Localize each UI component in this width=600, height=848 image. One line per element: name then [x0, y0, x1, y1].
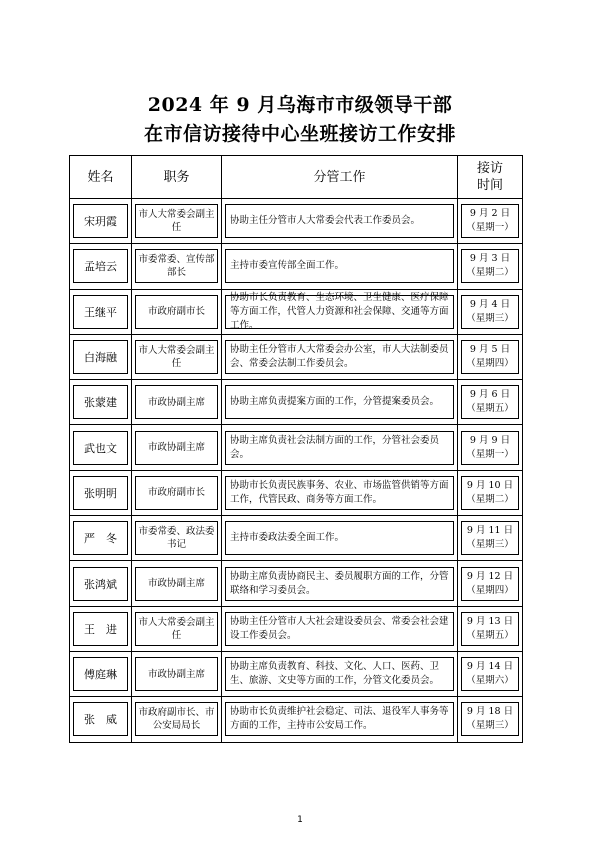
- cell-date: [461, 567, 519, 601]
- cell-date: [461, 657, 519, 691]
- table-row: [70, 516, 523, 561]
- cell-name: 张鸿斌: [73, 567, 128, 601]
- table-row: [70, 199, 523, 244]
- cell-duty: 主持市委宣传部全面工作。: [225, 249, 454, 283]
- weekday-text: （星期五）: [466, 403, 514, 415]
- cell-duty: 协助市长负责教育、生态环境、卫生健康、医疗保障等方面工作，代管人力资源和社会保障、交通等方面工作。: [225, 295, 454, 329]
- weekday-text: （星期一）: [466, 448, 514, 460]
- document-title-line2: 在市信访接待中心坐班接访工作安排: [143, 123, 456, 145]
- cell-position: 市政府副市长、市公安局局长: [135, 702, 218, 736]
- cell-date: [461, 521, 519, 555]
- cell-name: 白海融: [73, 340, 128, 374]
- weekday-text: （星期二）: [466, 493, 514, 505]
- weekday-text: （星期三）: [466, 312, 514, 324]
- cell-position: 市政协副主席: [135, 385, 218, 419]
- weekday-text: （星期二）: [466, 267, 514, 279]
- cell-name: 张蒙建: [73, 385, 128, 419]
- cell-duty: 协助主任分管市人大常委会代表工作委员会。: [225, 204, 454, 238]
- cell-duty: 协助主任分管市人大社会建设委员会、常委会社会建设工作委员会。: [225, 612, 454, 646]
- date-text: 9 月 9 日: [469, 434, 511, 446]
- header-time-line1: 接访: [476, 161, 503, 176]
- weekday-text: （星期五）: [466, 629, 514, 641]
- table-header-row: [70, 156, 523, 199]
- cell-duty: 协助主席负责协商民主、委员履职方面的工作，分管联络和学习委员会。: [225, 567, 454, 601]
- cell-duty: 协助主席负责提案方面的工作，分管提案委员会。: [225, 385, 454, 419]
- cell-date: [461, 431, 519, 465]
- weekday-text: （星期四）: [466, 584, 514, 596]
- date-text: 9 月 13 日: [466, 615, 514, 627]
- weekday-text: （星期三）: [466, 720, 514, 732]
- weekday-text: （星期一）: [466, 222, 514, 234]
- header-position: 职务: [132, 156, 222, 199]
- cell-position: 市人大常委会副主任: [135, 204, 218, 238]
- cell-position: 市人大常委会副主任: [135, 612, 218, 646]
- cell-duty: 主持市委政法委全面工作。: [225, 521, 454, 555]
- cell-name: 武也文: [73, 431, 128, 465]
- cell-date: [461, 249, 519, 283]
- cell-name: 严 冬: [73, 521, 128, 555]
- cell-date: [461, 612, 519, 646]
- date-text: 9 月 4 日: [469, 298, 511, 310]
- table-row: [70, 289, 523, 334]
- table-row: [70, 651, 523, 696]
- weekday-text: （星期三）: [466, 539, 514, 551]
- cell-duty: 协助市长负责民族事务、农业、市场监管供销等方面工作，代管民政、商务等方面工作。: [225, 476, 454, 510]
- weekday-text: （星期六）: [466, 675, 514, 687]
- date-text: 9 月 2 日: [469, 208, 511, 220]
- weekday-text: （星期四）: [466, 358, 514, 370]
- table-row: [70, 606, 523, 651]
- date-text: 9 月 11 日: [466, 525, 514, 537]
- cell-duty: 协助主任分管市人大常委会办公室，市人大法制委员会、常委会法制工作委员会。: [225, 340, 454, 374]
- date-text: 9 月 12 日: [466, 570, 514, 582]
- cell-position: 市委常委、政法委书记: [135, 521, 218, 555]
- header-name: 姓名: [70, 156, 132, 199]
- date-text: 9 月 14 日: [466, 661, 514, 673]
- table-row: [70, 470, 523, 515]
- cell-name: 王继平: [73, 295, 128, 329]
- header-time-line2: 时间: [476, 178, 503, 193]
- cell-date: [461, 476, 519, 510]
- schedule-table: [69, 155, 523, 743]
- cell-position: 市政协副主席: [135, 431, 218, 465]
- cell-position: 市人大常委会副主任: [135, 340, 218, 374]
- date-text: 9 月 5 日: [469, 344, 511, 356]
- table-row: [70, 561, 523, 606]
- header-duty: 分管工作: [222, 156, 458, 199]
- date-text: 9 月 3 日: [469, 253, 511, 265]
- cell-name: 王 进: [73, 612, 128, 646]
- cell-position: 市政协副主席: [135, 657, 218, 691]
- cell-name: 傅庭琳: [73, 657, 128, 691]
- cell-date: [461, 385, 519, 419]
- cell-date: [461, 204, 519, 238]
- cell-name: 张明明: [73, 476, 128, 510]
- cell-position: 市政府副市长: [135, 476, 218, 510]
- cell-position: 市委常委、宣传部部长: [135, 249, 218, 283]
- cell-duty: 协助主席负责社会法制方面的工作，分管社会委员会。: [225, 431, 454, 465]
- header-time: [458, 156, 523, 199]
- date-text: 9 月 6 日: [469, 389, 511, 401]
- table-row: [70, 425, 523, 470]
- date-text: 9 月 10 日: [466, 479, 514, 491]
- cell-name: 孟培云: [73, 249, 128, 283]
- date-text: 9 月 18 日: [466, 706, 514, 718]
- page-number: 1: [297, 815, 303, 825]
- cell-date: [461, 295, 519, 329]
- cell-position: 市政府副市长: [135, 295, 218, 329]
- cell-name: 张 威: [73, 702, 128, 736]
- cell-position: 市政协副主席: [135, 567, 218, 601]
- document-title-line1: 2024 年 9 月乌海市市级领导干部: [147, 94, 453, 116]
- cell-date: [461, 340, 519, 374]
- table-row: [70, 334, 523, 379]
- table-row: [70, 697, 523, 742]
- table-row: [70, 244, 523, 289]
- cell-name: 宋玥霞: [73, 204, 128, 238]
- cell-duty: 协助主席负责教育、科技、文化、人口、医药、卫生、旅游、文史等方面的工作，分管文化委员会。: [225, 657, 454, 691]
- cell-date: [461, 702, 519, 736]
- table-row: [70, 380, 523, 425]
- cell-duty: 协助市长负责维护社会稳定、司法、退役军人事务等方面的工作，主持市公安局工作。: [225, 702, 454, 736]
